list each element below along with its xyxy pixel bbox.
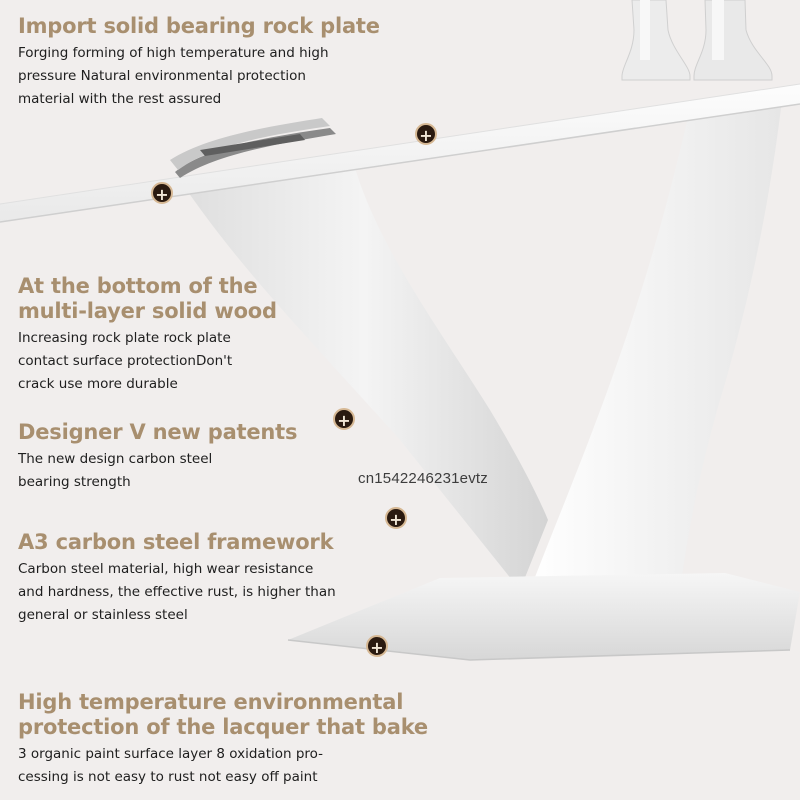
feature-description: Carbon steel material, high wear resistance and hardness, the effective rust, is higher than general or stainless steel — [18, 561, 336, 623]
feature-description: 3 organic paint surface layer 8 oxidation pro- cessing is not easy to rust not easy off paint — [18, 746, 324, 785]
hotspot-plus-icon[interactable]: + — [366, 635, 388, 657]
vase-right — [694, 0, 772, 80]
hotspot-plus-icon[interactable]: + — [333, 408, 355, 430]
feature-title: Import solid bearing rock plate — [18, 14, 380, 38]
base-plate — [288, 573, 800, 660]
hotspot-plus-icon[interactable]: + — [385, 507, 407, 529]
feature-description: Increasing rock plate rock plate contact surface protectionDon't crack use more durable — [18, 330, 233, 392]
feature-v-design — [18, 420, 297, 494]
feature-lacquer — [18, 690, 428, 789]
hotspot-plus-icon[interactable]: + — [415, 123, 437, 145]
watermark-text: cn1542246231evtz — [358, 470, 488, 487]
v-leg-right-arm — [530, 100, 782, 590]
feature-description: Forging forming of high temperature and high pressure Natural environmental protection material with the rest assured — [18, 45, 329, 107]
hotspot-plus-icon[interactable]: + — [151, 182, 173, 204]
feature-title: At the bottom of the multi-layer solid wood — [18, 274, 277, 323]
feature-carbon-steel — [18, 530, 336, 627]
feature-description: The new design carbon steel bearing strength — [18, 451, 213, 490]
feature-rock-plate — [18, 14, 380, 111]
feature-title: A3 carbon steel framework — [18, 530, 334, 554]
feature-title: High temperature environmental protection of the lacquer that bake — [18, 690, 428, 739]
feature-title: Designer V new patents — [18, 420, 298, 444]
vase-left — [622, 0, 690, 80]
feature-solid-wood — [18, 274, 277, 396]
